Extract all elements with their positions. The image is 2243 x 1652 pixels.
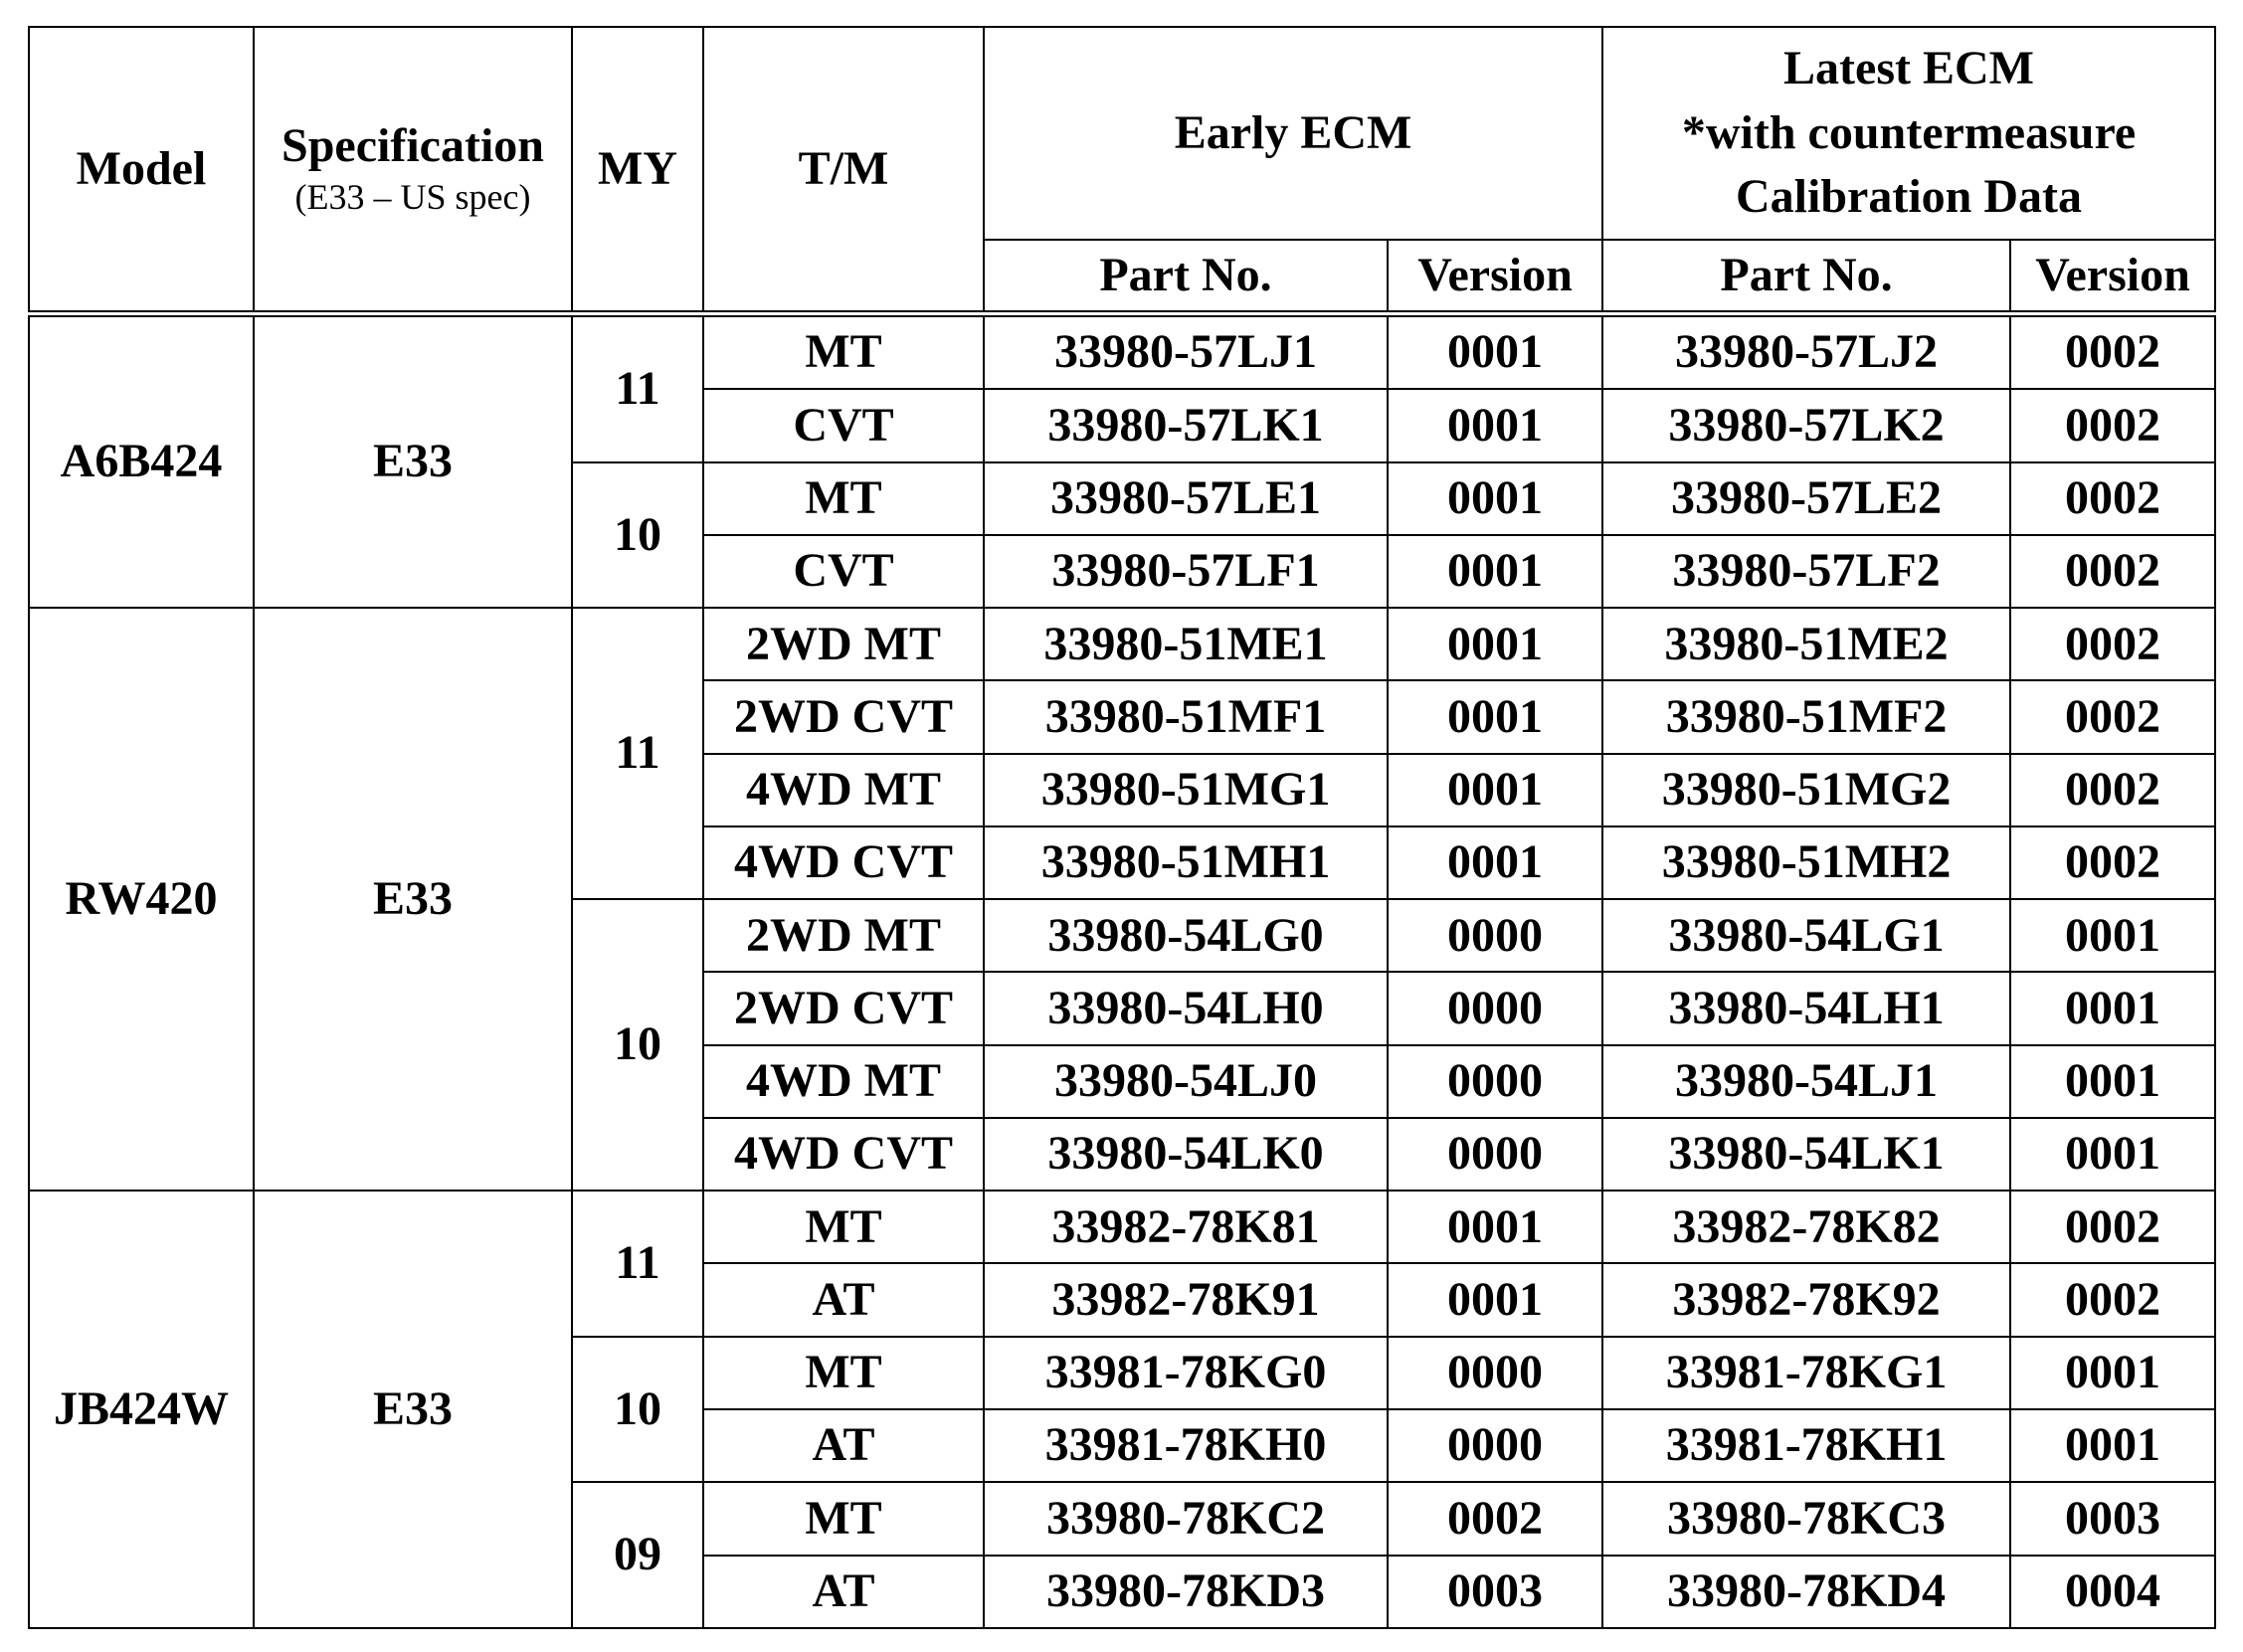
model-year-cell: 10 — [572, 462, 703, 609]
specification-cell: E33 — [254, 1191, 572, 1628]
early-part-no-cell: 33980-57LF1 — [984, 535, 1388, 608]
transmission-cell: MT — [703, 1482, 984, 1555]
transmission-cell: 4WD MT — [703, 754, 984, 826]
transmission-cell: MT — [703, 462, 984, 535]
transmission-cell: 2WD MT — [703, 899, 984, 972]
transmission-cell: 2WD MT — [703, 608, 984, 680]
header-latest-ecm-line3: Calibration Data — [1736, 170, 2083, 224]
model-year-cell: 11 — [572, 314, 703, 462]
header-specification-label: Specification — [281, 118, 544, 172]
early-version-cell: 0001 — [1388, 608, 1602, 680]
early-part-no-cell: 33981-78KG0 — [984, 1337, 1388, 1409]
early-part-no-cell: 33980-51MF1 — [984, 680, 1388, 753]
latest-part-no-cell: 33980-57LK2 — [1602, 389, 2010, 461]
early-part-no-cell: 33980-57LK1 — [984, 389, 1388, 461]
latest-part-no-cell: 33980-51ME2 — [1602, 608, 2010, 680]
early-part-no-cell: 33980-54LH0 — [984, 972, 1388, 1044]
model-year-cell: 11 — [572, 1191, 703, 1337]
model-year-cell: 09 — [572, 1482, 703, 1628]
latest-part-no-cell: 33980-51MF2 — [1602, 680, 2010, 753]
early-part-no-cell: 33981-78KH0 — [984, 1409, 1388, 1482]
latest-version-cell: 0002 — [2010, 1263, 2215, 1336]
latest-part-no-cell: 33980-54LK1 — [1602, 1118, 2010, 1191]
ecm-part-table — [28, 26, 2216, 1629]
header-latest-version: Version — [2010, 240, 2215, 314]
table-row — [29, 314, 2215, 390]
latest-part-no-cell: 33980-57LF2 — [1602, 535, 2010, 608]
latest-version-cell: 0004 — [2010, 1556, 2215, 1628]
latest-part-no-cell: 33981-78KH1 — [1602, 1409, 2010, 1482]
early-version-cell: 0002 — [1388, 1482, 1602, 1555]
header-latest-ecm — [1602, 27, 2215, 240]
early-part-no-cell: 33982-78K91 — [984, 1263, 1388, 1336]
latest-version-cell: 0001 — [2010, 1337, 2215, 1409]
early-version-cell: 0001 — [1388, 826, 1602, 899]
specification-cell: E33 — [254, 314, 572, 609]
specification-cell: E33 — [254, 608, 572, 1191]
latest-version-cell: 0002 — [2010, 389, 2215, 461]
latest-version-cell: 0002 — [2010, 608, 2215, 680]
early-part-no-cell: 33980-57LE1 — [984, 462, 1388, 535]
transmission-cell: 4WD CVT — [703, 1118, 984, 1191]
header-latest-part-no: Part No. — [1602, 240, 2010, 314]
transmission-cell: MT — [703, 1337, 984, 1409]
early-part-no-cell: 33980-51MH1 — [984, 826, 1388, 899]
early-version-cell: 0001 — [1388, 314, 1602, 390]
early-version-cell: 0000 — [1388, 1045, 1602, 1118]
early-version-cell: 0001 — [1388, 1191, 1602, 1263]
latest-part-no-cell: 33980-51MG2 — [1602, 754, 2010, 826]
latest-part-no-cell: 33982-78K92 — [1602, 1263, 2010, 1336]
latest-part-no-cell: 33980-78KC3 — [1602, 1482, 2010, 1555]
transmission-cell: AT — [703, 1409, 984, 1482]
latest-part-no-cell: 33980-78KD4 — [1602, 1556, 2010, 1628]
model-year-cell: 10 — [572, 899, 703, 1191]
early-part-no-cell: 33980-54LG0 — [984, 899, 1388, 972]
early-version-cell: 0000 — [1388, 972, 1602, 1044]
header-my: MY — [572, 27, 703, 314]
header-early-version: Version — [1388, 240, 1602, 314]
latest-version-cell: 0003 — [2010, 1482, 2215, 1555]
model-cell: A6B424 — [29, 314, 254, 609]
early-part-no-cell: 33980-54LJ0 — [984, 1045, 1388, 1118]
latest-version-cell: 0001 — [2010, 1409, 2215, 1482]
model-cell: RW420 — [29, 608, 254, 1191]
latest-part-no-cell: 33980-54LH1 — [1602, 972, 2010, 1044]
header-specification-sub: (E33 – US spec) — [294, 177, 531, 218]
latest-part-no-cell: 33981-78KG1 — [1602, 1337, 2010, 1409]
header-specification — [254, 27, 572, 314]
transmission-cell: AT — [703, 1263, 984, 1336]
transmission-cell: 2WD CVT — [703, 972, 984, 1044]
latest-version-cell: 0002 — [2010, 462, 2215, 535]
transmission-cell: AT — [703, 1556, 984, 1628]
latest-part-no-cell: 33980-57LE2 — [1602, 462, 2010, 535]
early-part-no-cell: 33980-78KC2 — [984, 1482, 1388, 1555]
transmission-cell: CVT — [703, 389, 984, 461]
latest-part-no-cell: 33980-57LJ2 — [1602, 314, 2010, 390]
transmission-cell: MT — [703, 314, 984, 390]
early-version-cell: 0001 — [1388, 754, 1602, 826]
early-version-cell: 0001 — [1388, 462, 1602, 535]
model-year-cell: 11 — [572, 608, 703, 899]
table-row — [29, 608, 2215, 680]
early-version-cell: 0001 — [1388, 680, 1602, 753]
transmission-cell: 4WD MT — [703, 1045, 984, 1118]
early-part-no-cell: 33980-78KD3 — [984, 1556, 1388, 1628]
early-version-cell: 0000 — [1388, 899, 1602, 972]
latest-version-cell: 0001 — [2010, 972, 2215, 1044]
latest-version-cell: 0002 — [2010, 314, 2215, 390]
table-body — [29, 314, 2215, 1629]
transmission-cell: MT — [703, 1191, 984, 1263]
latest-version-cell: 0001 — [2010, 899, 2215, 972]
early-version-cell: 0001 — [1388, 1263, 1602, 1336]
model-year-cell: 10 — [572, 1337, 703, 1483]
latest-part-no-cell: 33982-78K82 — [1602, 1191, 2010, 1263]
early-version-cell: 0000 — [1388, 1118, 1602, 1191]
latest-version-cell: 0002 — [2010, 535, 2215, 608]
transmission-cell: 2WD CVT — [703, 680, 984, 753]
model-cell: JB424W — [29, 1191, 254, 1628]
latest-version-cell: 0002 — [2010, 1191, 2215, 1263]
transmission-cell: 4WD CVT — [703, 826, 984, 899]
table-header — [29, 27, 2215, 314]
latest-version-cell: 0001 — [2010, 1045, 2215, 1118]
early-version-cell: 0000 — [1388, 1409, 1602, 1482]
header-early-part-no: Part No. — [984, 240, 1388, 314]
early-part-no-cell: 33980-51ME1 — [984, 608, 1388, 680]
latest-part-no-cell: 33980-51MH2 — [1602, 826, 2010, 899]
early-part-no-cell: 33980-51MG1 — [984, 754, 1388, 826]
header-tm: T/M — [703, 27, 984, 314]
early-part-no-cell: 33980-57LJ1 — [984, 314, 1388, 390]
header-early-ecm: Early ECM — [984, 27, 1602, 240]
transmission-cell: CVT — [703, 535, 984, 608]
header-latest-ecm-line2: *with countermeasure — [1681, 105, 2137, 159]
latest-version-cell: 0002 — [2010, 680, 2215, 753]
early-version-cell: 0000 — [1388, 1337, 1602, 1409]
header-latest-ecm-line1: Latest ECM — [1783, 42, 2034, 95]
early-part-no-cell: 33982-78K81 — [984, 1191, 1388, 1263]
table-row — [29, 1191, 2215, 1263]
latest-version-cell: 0001 — [2010, 1118, 2215, 1191]
early-version-cell: 0001 — [1388, 389, 1602, 461]
latest-version-cell: 0002 — [2010, 826, 2215, 899]
early-version-cell: 0003 — [1388, 1556, 1602, 1628]
latest-version-cell: 0002 — [2010, 754, 2215, 826]
early-version-cell: 0001 — [1388, 535, 1602, 608]
latest-part-no-cell: 33980-54LJ1 — [1602, 1045, 2010, 1118]
early-part-no-cell: 33980-54LK0 — [984, 1118, 1388, 1191]
header-model: Model — [29, 27, 254, 314]
latest-part-no-cell: 33980-54LG1 — [1602, 899, 2010, 972]
